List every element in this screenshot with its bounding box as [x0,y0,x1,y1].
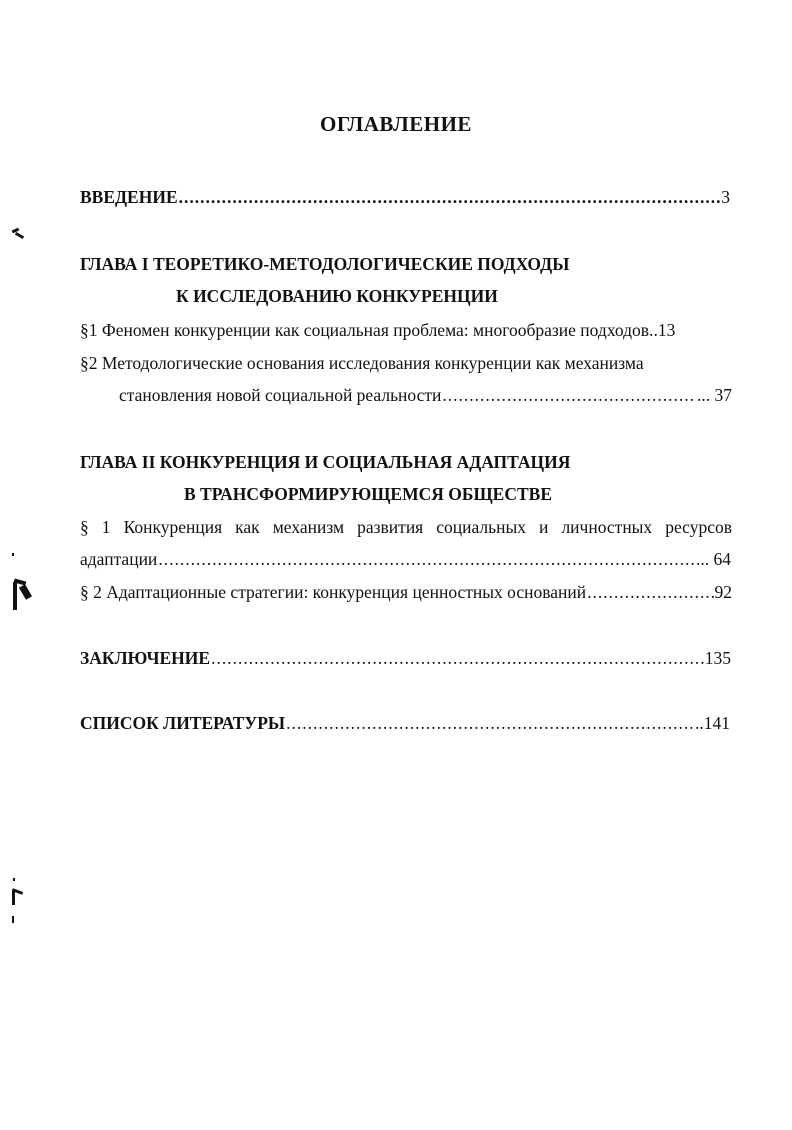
leader-dots [179,187,721,208]
toc-entry-page: ..141 [695,713,730,733]
page-title: ОГЛАВЛЕНИЕ [320,112,472,136]
toc-entry-label: ВВЕДЕНИЕ [80,187,178,207]
toc-entry-page: 92 [714,582,732,602]
toc-entry-label: СПИСОК ЛИТЕРАТУРЫ [80,713,286,733]
chapter2-subheading: В ТРАНСФОРМИРУЮЩЕМСЯ ОБЩЕСТВЕ [184,484,552,504]
toc-entry-ch1-s1[interactable] [80,320,730,341]
toc-entry-label: адаптации [80,549,158,569]
leader-dots [211,648,704,669]
chapter1-heading: ГЛАВА I ТЕОРЕТИКО-МЕТОДОЛОГИЧЕСКИЕ ПОДХОДЫ [80,254,570,274]
leader-dots [286,713,694,734]
toc-entry-bibliography[interactable] [80,713,730,734]
toc-entry-label: становления новой социальной реальности [119,385,442,405]
toc-entry-ch1-s2-line1[interactable]: §2 Методологические основания исследования конкуренции как механизма [80,353,644,373]
toc-entry-label: ЗАКЛЮЧЕНИЕ [80,648,211,668]
leader-dots [158,549,695,570]
toc-entry-page: ... 64 [696,549,731,569]
toc-entry-ch1-s2[interactable] [119,385,732,406]
toc-entry-page: 135 [704,648,731,668]
chapter2-heading: ГЛАВА II КОНКУРЕНЦИЯ И СОЦИАЛЬНАЯ АДАПТАЦИЯ [80,452,571,472]
toc-entry-conclusion[interactable] [80,648,731,669]
toc-entry-page: ..13 [649,320,676,340]
toc-entry-intro[interactable] [80,187,730,208]
toc-entry-ch2-s2[interactable] [80,582,732,603]
leader-dots [587,582,713,603]
chapter1-subheading: К ИССЛЕДОВАНИЮ КОНКУРЕНЦИИ [176,286,498,306]
toc-entry-ch2-s1-line1[interactable]: § 1 Конкуренция как механизм развития социальных и личностных ресурсов [80,517,732,537]
toc-entry-label: § 2 Адаптационные стратегии: конкуренция ценностных оснований [80,582,587,602]
leader-dots [442,385,696,406]
toc-entry-page: ... 37 [697,385,732,405]
toc-entry-ch2-s1[interactable] [80,549,731,570]
toc-entry-label: §1 Феномен конкуренции как социальная проблема: многообразие подходов [80,320,650,340]
toc-entry-page: 3 [721,187,730,207]
